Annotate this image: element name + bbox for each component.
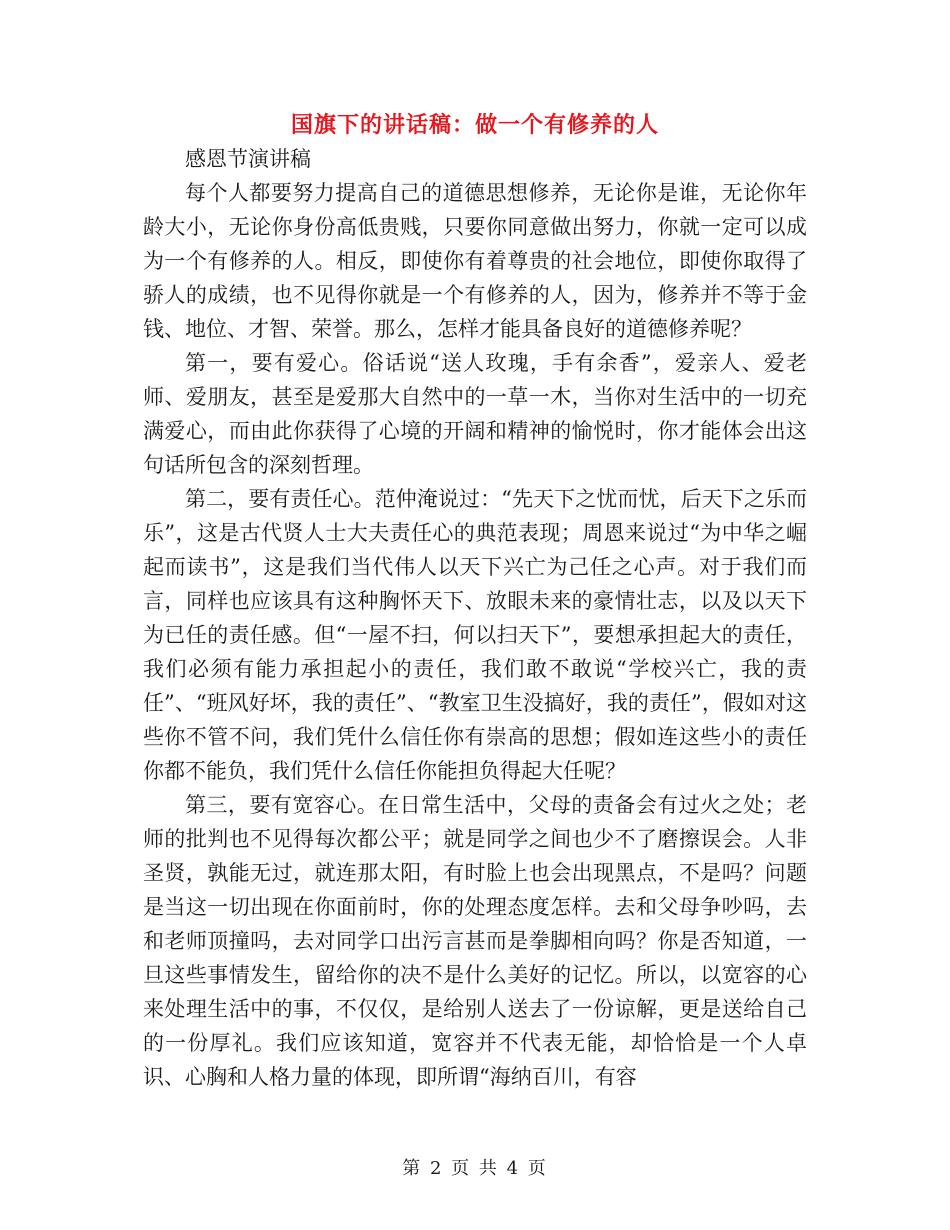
page-title: 国旗下的讲话稿：做一个有修养的人 — [290, 112, 659, 138]
document-body — [143, 142, 807, 1094]
paragraph-intro: 每个人都要努力提高自己的道德思想修养，无论你是谁，无论你年龄大小，无论你身份高低贵贱，只要你同意做出努力，你就一定可以成为一个有修养的人。相反，即使你有着尊贵的社会地位，即使你取得了骄人的成绩，也不见得你就是一个有修养的人，因为，修养并不等于金钱、地位、才智、荣誉。那么，怎样才能具备良好的道德修养呢？ — [143, 181, 807, 341]
page-number-footer: 第 2 页 共 4 页 — [402, 1158, 548, 1179]
paragraph-responsibility: 第二，要有责任心。范仲淹说过：“先天下之忧而忧，后天下之乐而乐”，这是古代贤人士大夫责任心的典范表现；周恩来说过“为中华之崛起而读书”，这是我们当代伟人以天下兴亡为己任之心声。对于我们而言，同样也应该具有这种胸怀天下、放眼未来的豪情壮志，以及以天下为已任的责任感。但“一屋不扫，何以扫天下”，要想承担起大的责任，我们必须有能力承担起小的责任，我们敢不敢说“学校兴亡，我的责任”、“班风好坏，我的责任”、“教室卫生没搞好，我的责任”，假如对这些你不管不问，我们凭什么信任你有崇高的思想；假如连这些小的责任你都不能负，我们凭什么信任你能担负得起大任呢？ — [143, 487, 807, 783]
document-subtitle: 感恩节演讲稿 — [185, 147, 311, 171]
paragraph-tolerance: 第三，要有宽容心。在日常生活中，父母的责备会有过火之处；老师的批判也不见得每次都公平；就是同学之间也少不了磨擦误会。人非圣贤，孰能无过，就连那太阳，有时脸上也会出现黑点，不是吗？问题是当这一切出现在你面前时，你的处理态度怎样。去和父母争吵吗，去和老师顶撞吗，去对同学口出污言甚而是拳脚相向吗？你是否知道，一旦这些事情发生，留给你的决不是什么美好的记忆。所以，以宽容的心来处理生活中的事，不仅仅，是给别人送去了一份谅解，更是送给自己的一份厚礼。我们应该知道，宽容并不代表无能，却恰恰是一个人卓识、心胸和人格力量的体现，即所谓“海纳百川，有容 — [143, 793, 807, 1089]
paragraph-love: 第一，要有爱心。俗话说“送人玫瑰，手有余香”，爱亲人、爱老师、爱朋友，甚至是爱那大自然中的一草一木，当你对生活中的一切充满爱心，而由此你获得了心境的开阔和精神的愉悦时，你才能体会出这句话所包含的深刻哲理。 — [143, 351, 807, 477]
